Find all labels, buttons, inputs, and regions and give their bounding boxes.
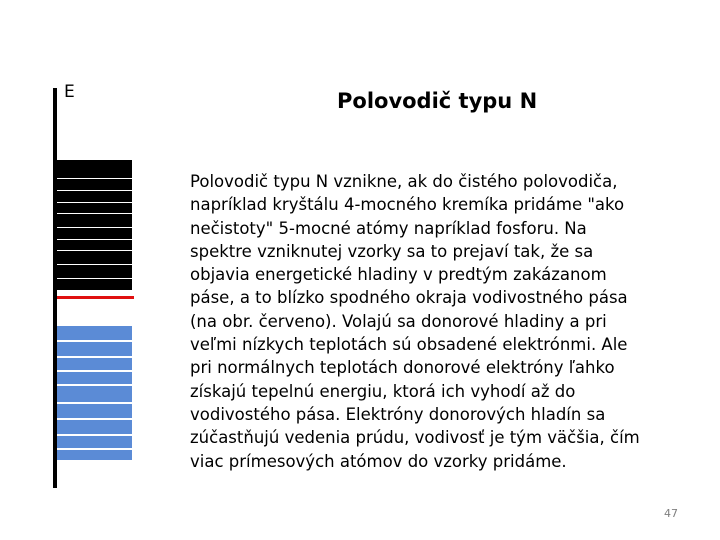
band-level-line	[57, 448, 132, 450]
band-level-line	[57, 384, 132, 386]
band-level-line	[57, 178, 132, 179]
conduction-band	[57, 160, 132, 290]
band-level-line	[57, 190, 132, 191]
energy-axis-label: E	[64, 82, 75, 102]
slide-body-text: Polovodič typu N vznikne, ak do čistého polovodiča, napríklad kryštálu 4-mocného kremíka pridáme "ako nečistoty" 5-mocné atómy napríklad fosforu. Na spektre vzniknutej vzorky sa to prejaví tak, že sa objavia energetické hladiny v predtým zakázanom páse, a to blízko spodného okraja vodivostného pása (na obr. červeno). Volajú sa donorové hladiny a pri veľmi nízkych teplotách sú obsadené elektrónmi. Ale pri normálnych teplotách donorové elektróny ľahko získajú tepelnú energiu, ktorá ich vyhodí až do vodivostého pása. Elektróny donorových hladín sa zúčastňujú vedenia prúdu, vodivosť je tým väčšia, čím viac prímesových atómov do vzorky pridáme.	[190, 172, 640, 471]
band-level-line	[57, 340, 132, 342]
band-level-line	[57, 434, 132, 436]
slide-title: Polovodič typu N	[337, 89, 538, 113]
band-level-line	[57, 418, 132, 420]
band-level-line	[57, 202, 132, 203]
band-level-line	[57, 264, 132, 265]
band-level-line	[57, 370, 132, 372]
band-level-line	[57, 402, 132, 404]
band-level-line	[57, 250, 132, 251]
band-level-line	[57, 227, 132, 228]
donor-level-line	[57, 296, 134, 299]
band-level-line	[57, 278, 132, 279]
valence-band	[57, 326, 132, 460]
band-level-line	[57, 356, 132, 358]
band-level-line	[57, 213, 132, 214]
page-number: 47	[664, 507, 678, 520]
band-diagram	[57, 150, 137, 470]
band-level-line	[57, 239, 132, 240]
